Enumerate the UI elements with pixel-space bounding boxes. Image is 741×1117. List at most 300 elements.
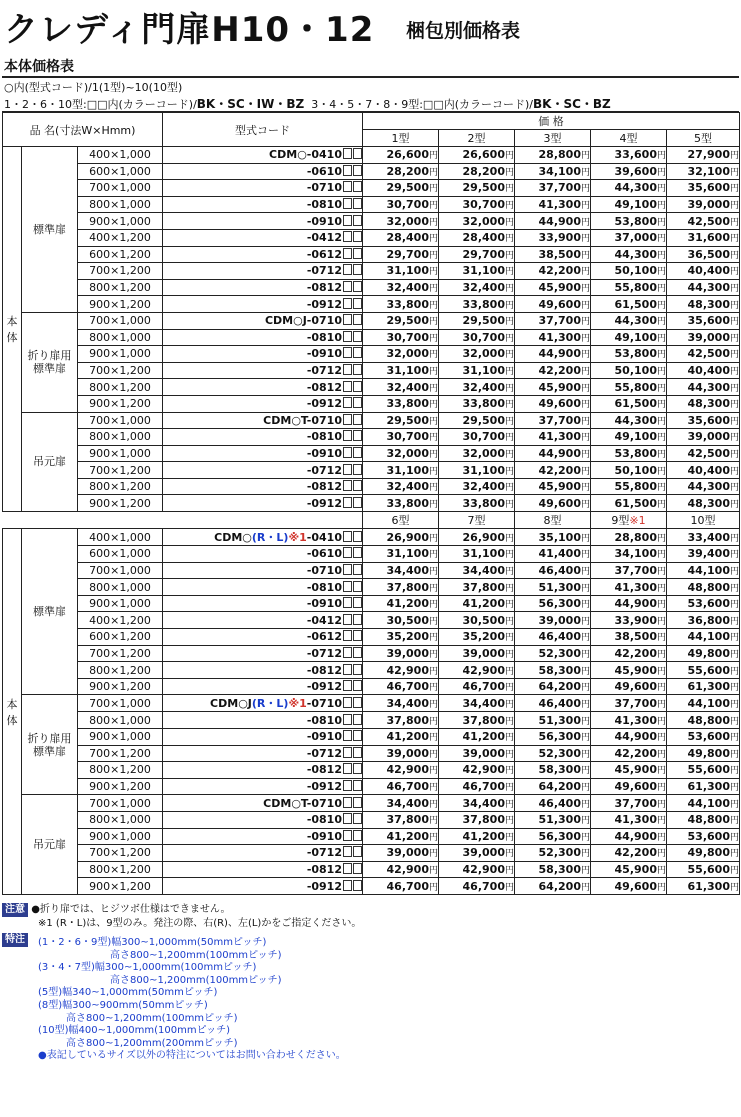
yen-mark: 円 — [428, 250, 438, 261]
table-row — [3, 512, 740, 529]
yen-mark: 円 — [428, 466, 438, 477]
yen-mark: 円 — [504, 267, 514, 278]
yen-mark: 円 — [580, 267, 590, 278]
color-code-box — [353, 364, 362, 375]
yen-mark: 円 — [656, 234, 666, 245]
yen-mark: 円 — [580, 733, 590, 744]
price-cell: 42,900円 — [363, 861, 439, 878]
yen-mark: 円 — [729, 882, 739, 893]
yen-mark: 円 — [504, 699, 514, 710]
price-cell: 33,800円 — [439, 296, 515, 313]
color-code-box — [343, 730, 352, 741]
price-cell: 39,000円 — [515, 612, 591, 629]
price-cell: 30,500円 — [363, 612, 439, 629]
yen-mark: 円 — [504, 151, 514, 162]
price-cell: 37,700円 — [515, 312, 591, 329]
yen-mark: 円 — [656, 566, 666, 577]
yen-mark: 円 — [656, 416, 666, 427]
page-title: クレディ門扉H10・12 — [4, 10, 375, 50]
price-cell: 39,000円 — [667, 429, 740, 446]
page-header — [2, 0, 741, 54]
special-line: 高さ800~1,200mm(100mmピッチ) — [110, 974, 282, 986]
size-cell: 400×1,000 — [78, 529, 163, 546]
size-cell: 900×1,000 — [78, 729, 163, 746]
yen-mark: 円 — [656, 300, 666, 311]
type-header: 6型 — [363, 512, 439, 529]
price-cell: 37,800円 — [439, 579, 515, 596]
price-cell: 37,700円 — [591, 562, 667, 579]
size-cell: 700×1,000 — [78, 412, 163, 429]
color-code-box — [353, 597, 362, 608]
code-cell: -0712 — [163, 362, 363, 379]
size-cell: 700×1,000 — [78, 312, 163, 329]
price-cell: 32,400円 — [439, 279, 515, 296]
price-cell: 41,300円 — [591, 811, 667, 828]
color-code-box — [353, 331, 362, 342]
color-code-box — [343, 281, 352, 292]
special-line: ●表記しているサイズ以外の特注についてはお問い合わせください。 — [38, 1050, 346, 1062]
price-cell: 31,100円 — [363, 263, 439, 280]
yen-mark: 円 — [428, 350, 438, 361]
color-code-box — [343, 747, 352, 758]
price-cell: 39,000円 — [439, 745, 515, 762]
yen-mark: 円 — [656, 400, 666, 411]
price-cell: 33,900円 — [515, 229, 591, 246]
price-cell: 64,200円 — [515, 678, 591, 695]
price-cell: 41,200円 — [439, 828, 515, 845]
price-cell: 58,300円 — [515, 762, 591, 779]
price-cell: 28,200円 — [363, 163, 439, 180]
price-cell: 55,600円 — [667, 662, 740, 679]
size-cell: 800×1,200 — [78, 379, 163, 396]
size-cell: 700×1,200 — [78, 845, 163, 862]
price-cell: 58,300円 — [515, 861, 591, 878]
yen-mark: 円 — [580, 649, 590, 660]
yen-mark: 円 — [580, 250, 590, 261]
price-cell: 29,700円 — [363, 246, 439, 263]
group-name: 吊元扉 — [22, 795, 78, 895]
yen-mark: 円 — [729, 383, 739, 394]
price-cell: 46,700円 — [439, 678, 515, 695]
yen-mark: 円 — [656, 550, 666, 561]
yen-mark: 円 — [504, 483, 514, 494]
price-cell: 45,900円 — [591, 861, 667, 878]
price-cell: 49,800円 — [667, 645, 740, 662]
price-cell: 31,100円 — [439, 546, 515, 563]
yen-mark: 円 — [428, 433, 438, 444]
color-code-box — [353, 863, 362, 874]
size-cell: 700×1,000 — [78, 695, 163, 712]
price-cell: 48,800円 — [667, 579, 740, 596]
yen-mark: 円 — [580, 766, 590, 777]
size-cell: 900×1,200 — [78, 495, 163, 512]
size-cell: 800×1,000 — [78, 429, 163, 446]
special-line: (10型)幅400~1,000mm(100mmピッチ) — [38, 1025, 231, 1037]
caution-line-1: ●折り扉では、ヒジツボ仕様はできません。 — [31, 904, 231, 915]
price-cell: 32,000円 — [439, 213, 515, 230]
yen-mark: 円 — [580, 234, 590, 245]
price-cell: 49,600円 — [515, 296, 591, 313]
price-cell: 41,300円 — [591, 712, 667, 729]
size-cell: 900×1,200 — [78, 678, 163, 695]
yen-mark: 円 — [580, 184, 590, 195]
yen-mark: 円 — [729, 699, 739, 710]
code-cell: -0712 — [163, 263, 363, 280]
price-cell: 35,600円 — [667, 180, 740, 197]
price-cell: 41,300円 — [515, 329, 591, 346]
code-cell: -0610 — [163, 163, 363, 180]
color-code-box — [343, 414, 352, 425]
yen-mark: 円 — [504, 201, 514, 212]
color-code-box — [353, 797, 362, 808]
color-code-box — [343, 148, 352, 159]
price-cell: 42,200円 — [515, 462, 591, 479]
color-code-box — [353, 614, 362, 625]
size-cell: 600×1,200 — [78, 246, 163, 263]
table-row — [3, 795, 740, 812]
price-cell: 30,700円 — [363, 429, 439, 446]
price-cell: 44,900円 — [515, 213, 591, 230]
price-cell: 55,600円 — [667, 762, 740, 779]
price-cell: 42,200円 — [591, 645, 667, 662]
color-code-box — [343, 298, 352, 309]
group-name: 標準扉 — [22, 529, 78, 695]
price-cell: 44,100円 — [667, 629, 740, 646]
yen-mark: 円 — [729, 201, 739, 212]
yen-mark: 円 — [729, 234, 739, 245]
code-cell: -0610 — [163, 546, 363, 563]
code-cell: -0712 — [163, 745, 363, 762]
color-code-box — [353, 497, 362, 508]
yen-mark: 円 — [428, 666, 438, 677]
yen-mark: 円 — [656, 633, 666, 644]
yen-mark: 円 — [729, 416, 739, 427]
yen-mark: 円 — [504, 832, 514, 843]
yen-mark: 円 — [428, 184, 438, 195]
yen-mark: 円 — [428, 383, 438, 394]
color-legend — [4, 95, 611, 112]
price-cell: 37,800円 — [439, 811, 515, 828]
price-cell: 48,300円 — [667, 296, 740, 313]
price-cell: 44,300円 — [591, 312, 667, 329]
color-codes-a: BK・SC・IW・BZ — [196, 97, 305, 111]
code-cell: -0812 — [163, 379, 363, 396]
price-cell: 44,300円 — [591, 180, 667, 197]
price-cell: 44,100円 — [667, 695, 740, 712]
yen-mark: 円 — [656, 716, 666, 727]
code-legend: ○内(型式コード)/1(1型)~10(10型) — [4, 81, 183, 94]
color-code-box — [353, 680, 362, 691]
yen-mark: 円 — [504, 167, 514, 178]
price-cell: 39,400円 — [667, 546, 740, 563]
color-code-box — [343, 480, 352, 491]
size-cell: 700×1,000 — [78, 562, 163, 579]
yen-mark: 円 — [504, 716, 514, 727]
price-cell: 39,000円 — [363, 745, 439, 762]
yen-mark: 円 — [504, 217, 514, 228]
caution-line-2: ※1 (R・L)は、9型のみ。発注の際、右(R)、左(L)かをご指定ください。 — [38, 918, 362, 929]
price-cell: 32,400円 — [439, 478, 515, 495]
table-row — [3, 180, 740, 197]
code-note-mark: ※1 — [288, 697, 307, 711]
size-cell: 800×1,000 — [78, 196, 163, 213]
size-cell: 900×1,200 — [78, 878, 163, 895]
size-cell: 700×1,200 — [78, 645, 163, 662]
yen-mark: 円 — [428, 267, 438, 278]
price-cell: 42,900円 — [439, 762, 515, 779]
yen-mark: 円 — [580, 866, 590, 877]
size-cell: 800×1,200 — [78, 279, 163, 296]
table-row — [3, 346, 740, 363]
code-note-mark: ※1 — [288, 531, 307, 545]
special-line: (5型)幅340~1,000mm(50mmピッチ) — [38, 987, 218, 999]
group-name: 標準扉 — [22, 147, 78, 313]
type-header: 3型 — [515, 130, 591, 147]
price-cell: 42,500円 — [667, 346, 740, 363]
yen-mark: 円 — [504, 284, 514, 295]
yen-mark: 円 — [656, 832, 666, 843]
yen-mark: 円 — [428, 151, 438, 162]
price-cell: 53,600円 — [667, 729, 740, 746]
yen-mark: 円 — [580, 550, 590, 561]
price-cell: 44,100円 — [667, 562, 740, 579]
yen-mark: 円 — [428, 816, 438, 827]
yen-mark: 円 — [580, 284, 590, 295]
yen-mark: 円 — [729, 733, 739, 744]
code-cell: CDM○J(R・L)※1-0710 — [163, 695, 363, 712]
type9-note-mark: ※1 — [629, 514, 646, 528]
color-code-box — [353, 314, 362, 325]
color-code-box — [353, 664, 362, 675]
price-cell: 30,700円 — [363, 329, 439, 346]
price-cell: 53,600円 — [667, 595, 740, 612]
price-cell: 34,400円 — [439, 562, 515, 579]
price-table — [2, 112, 740, 895]
yen-mark: 円 — [656, 383, 666, 394]
price-cell: 37,700円 — [515, 180, 591, 197]
price-cell: 49,800円 — [667, 845, 740, 862]
price-cell: 32,400円 — [439, 379, 515, 396]
price-cell: 29,500円 — [439, 312, 515, 329]
code-cell: -0712 — [163, 645, 363, 662]
code-cell: -0810 — [163, 811, 363, 828]
table-row — [3, 861, 740, 878]
yen-mark: 円 — [656, 267, 666, 278]
color-code-box — [353, 248, 362, 259]
color-code-box — [343, 846, 352, 857]
color-code-box — [343, 614, 352, 625]
yen-mark: 円 — [580, 533, 590, 544]
price-cell: 26,900円 — [363, 529, 439, 546]
price-cell: 46,700円 — [363, 678, 439, 695]
yen-mark: 円 — [428, 882, 438, 893]
yen-mark: 円 — [580, 832, 590, 843]
code-cell: -0712 — [163, 845, 363, 862]
code-cell: -0912 — [163, 395, 363, 412]
color-code-box — [353, 581, 362, 592]
size-cell: 700×1,200 — [78, 263, 163, 280]
yen-mark: 円 — [580, 383, 590, 394]
price-cell: 39,000円 — [363, 845, 439, 862]
yen-mark: 円 — [729, 267, 739, 278]
price-cell: 26,600円 — [439, 147, 515, 164]
yen-mark: 円 — [428, 616, 438, 627]
yen-mark: 円 — [580, 499, 590, 510]
price-cell: 41,200円 — [439, 595, 515, 612]
table-row — [3, 279, 740, 296]
price-cell: 42,900円 — [363, 662, 439, 679]
price-cell: 46,700円 — [439, 878, 515, 895]
yen-mark: 円 — [656, 583, 666, 594]
code-cell: CDM○T-0710 — [163, 412, 363, 429]
color-code-box — [353, 281, 362, 292]
price-cell: 29,500円 — [439, 412, 515, 429]
type-header: 1型 — [363, 130, 439, 147]
price-cell: 44,300円 — [591, 246, 667, 263]
yen-mark: 円 — [656, 483, 666, 494]
color-code-box — [353, 181, 362, 192]
size-cell: 800×1,000 — [78, 579, 163, 596]
price-cell: 37,700円 — [591, 795, 667, 812]
price-cell: 28,400円 — [439, 229, 515, 246]
color-code-box — [353, 714, 362, 725]
yen-mark: 円 — [504, 649, 514, 660]
code-cell: -0910 — [163, 445, 363, 462]
price-cell: 32,400円 — [363, 478, 439, 495]
price-header: 価 格 — [363, 113, 740, 130]
price-cell: 56,300円 — [515, 595, 591, 612]
price-cell: 34,400円 — [363, 562, 439, 579]
size-cell: 900×1,000 — [78, 213, 163, 230]
code-cell: -0810 — [163, 329, 363, 346]
yen-mark: 円 — [580, 433, 590, 444]
price-cell: 41,200円 — [363, 729, 439, 746]
price-cell: 64,200円 — [515, 878, 591, 895]
price-cell: 51,300円 — [515, 712, 591, 729]
type-header: 9型※1 — [591, 512, 667, 529]
code-header: 型式コード — [163, 113, 363, 147]
yen-mark: 円 — [729, 583, 739, 594]
yen-mark: 円 — [656, 799, 666, 810]
price-cell: 39,600円 — [591, 163, 667, 180]
yen-mark: 円 — [504, 633, 514, 644]
yen-mark: 円 — [504, 317, 514, 328]
price-cell: 49,600円 — [515, 395, 591, 412]
table-row — [3, 662, 740, 679]
price-cell: 31,100円 — [363, 362, 439, 379]
price-cell: 49,600円 — [515, 495, 591, 512]
price-cell: 28,800円 — [591, 529, 667, 546]
price-cell: 50,100円 — [591, 263, 667, 280]
color-code-box — [343, 880, 352, 891]
yen-mark: 円 — [504, 600, 514, 611]
code-cell: -0910 — [163, 346, 363, 363]
yen-mark: 円 — [656, 816, 666, 827]
yen-mark: 円 — [729, 566, 739, 577]
yen-mark: 円 — [656, 766, 666, 777]
size-cell: 900×1,200 — [78, 395, 163, 412]
yen-mark: 円 — [580, 666, 590, 677]
price-cell: 46,700円 — [363, 778, 439, 795]
yen-mark: 円 — [504, 234, 514, 245]
yen-mark: 円 — [656, 333, 666, 344]
price-cell: 31,100円 — [363, 462, 439, 479]
price-cell: 61,300円 — [667, 878, 740, 895]
color-code-box — [343, 714, 352, 725]
yen-mark: 円 — [504, 849, 514, 860]
table-row — [3, 579, 740, 596]
type-header: 5型 — [667, 130, 740, 147]
price-cell: 32,000円 — [363, 346, 439, 363]
code-cell: -0812 — [163, 762, 363, 779]
price-cell: 34,400円 — [363, 795, 439, 812]
price-cell: 32,100円 — [667, 163, 740, 180]
price-cell: 33,800円 — [439, 395, 515, 412]
price-cell: 44,900円 — [591, 729, 667, 746]
price-cell: 46,400円 — [515, 629, 591, 646]
color-legend-a: 1・2・6・10型:□□内(カラーコード)/ — [4, 98, 197, 111]
yen-mark: 円 — [580, 749, 590, 760]
price-cell: 41,200円 — [439, 729, 515, 746]
price-cell: 37,000円 — [591, 229, 667, 246]
price-cell: 42,500円 — [667, 213, 740, 230]
yen-mark: 円 — [656, 350, 666, 361]
yen-mark: 円 — [656, 866, 666, 877]
yen-mark: 円 — [580, 616, 590, 627]
special-line: (3・4・7型)幅300~1,000mm(100mmピッチ) — [38, 962, 257, 974]
size-cell: 800×1,000 — [78, 811, 163, 828]
size-cell: 700×1,200 — [78, 462, 163, 479]
yen-mark: 円 — [729, 317, 739, 328]
price-cell: 30,700円 — [439, 429, 515, 446]
yen-mark: 円 — [504, 799, 514, 810]
code-cell: -0710 — [163, 562, 363, 579]
caution-badge: 注意 — [2, 903, 28, 917]
yen-mark: 円 — [428, 533, 438, 544]
color-code-box — [353, 747, 362, 758]
color-code-box — [343, 165, 352, 176]
yen-mark: 円 — [428, 600, 438, 611]
table-row — [3, 595, 740, 612]
yen-mark: 円 — [656, 284, 666, 295]
yen-mark: 円 — [729, 466, 739, 477]
color-code-box — [343, 830, 352, 841]
code-rl: (R・L) — [251, 531, 289, 545]
color-code-box — [353, 830, 362, 841]
yen-mark: 円 — [580, 816, 590, 827]
code-cell: -0912 — [163, 296, 363, 313]
yen-mark: 円 — [656, 699, 666, 710]
color-code-box — [353, 813, 362, 824]
color-code-box — [353, 165, 362, 176]
price-cell: 29,700円 — [439, 246, 515, 263]
yen-mark: 円 — [580, 350, 590, 361]
yen-mark: 円 — [428, 167, 438, 178]
price-cell: 32,000円 — [363, 445, 439, 462]
color-legend-b: 3・4・5・7・8・9型:□□内(カラーコード)/ — [311, 98, 534, 111]
size-cell: 700×1,200 — [78, 745, 163, 762]
price-cell: 39,000円 — [439, 845, 515, 862]
yen-mark: 円 — [656, 882, 666, 893]
code-rl: (R・L) — [251, 697, 289, 711]
price-cell: 46,400円 — [515, 795, 591, 812]
price-cell: 45,900円 — [515, 279, 591, 296]
price-cell: 42,900円 — [363, 762, 439, 779]
color-code-box — [353, 730, 362, 741]
color-code-box — [353, 763, 362, 774]
group-name: 折り扉用 標準扉 — [22, 695, 78, 795]
price-cell: 35,600円 — [667, 412, 740, 429]
